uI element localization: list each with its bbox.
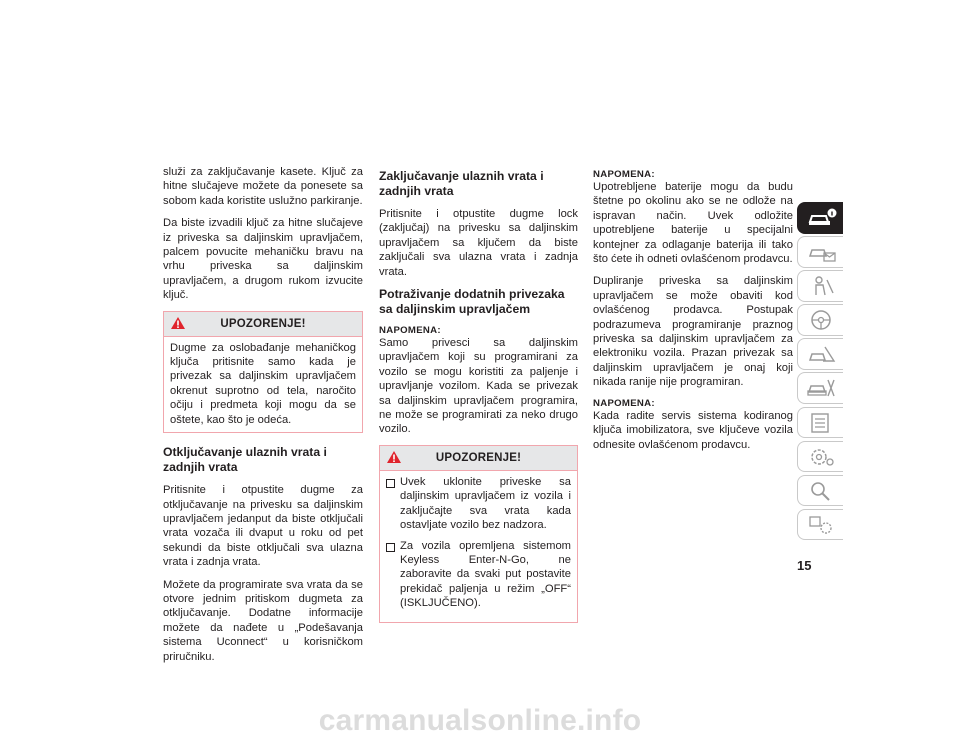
section-heading: Potraživanje dodatnih privezaka sa daljinskim upravljačem [379, 287, 565, 317]
note-label: NAPOMENA: [379, 325, 441, 337]
checkbox-bullet-icon [386, 479, 395, 488]
chapter-tabs [797, 202, 843, 543]
paragraph: Možete da programirate sva vrata da se otvore jednim pritiskom dugmeta za otključavanje. Dodatne informacije možete da nađete u „Podešavanja sistema Uconnect“ u korisničkom priručniku. [163, 578, 363, 663]
warning-box [379, 445, 578, 623]
column-right [593, 165, 793, 460]
tab-gear-car[interactable] [797, 441, 843, 473]
car-crash-icon [807, 343, 837, 365]
tab-magnifier[interactable] [797, 475, 843, 507]
paragraph: Pritisnite i otpustite dugme za otključavanje na privesku sa daljinskim upravljačem jedanput da biste otključali vrata vozača ili dvaput u roku od pet sekundi da biste otključali sva ulazna vrata i zadnja vrata. [163, 484, 363, 569]
watermark: carmanualsonline.info [318, 704, 642, 737]
warning-list [386, 475, 571, 611]
tab-car-service[interactable] [797, 372, 843, 404]
warning-text: Dugme za oslobađanje mehaničkog ključa pritisnite samo kada je privezak sa daljinskim upravljačem okrenut suprotno od tela, naročito očiju i predmeta koji mogu da se oštete, kao što je odeća. [170, 341, 356, 426]
checklist-icon [807, 412, 837, 434]
section-heading: Otključavanje ulaznih vrata i zadnjih vrata [163, 445, 327, 475]
tab-seat-safety[interactable] [797, 270, 843, 302]
section-heading: Zaključavanje ulaznih vrata i zadnjih vrata [379, 169, 544, 198]
checkbox-bullet-icon [386, 543, 395, 552]
warning-title: UPOZORENJE! [220, 317, 306, 330]
paragraph: služi za zaključavanje kasete. Ključ za hitne slučajeve možete da ponesete sa sobom kada koristite uslužno parkiranje. [163, 166, 363, 207]
warning-header [380, 446, 577, 471]
note-text: Samo privesci sa daljinskim upravljačem koji su programirani za vozilo se mogu koristiti za paljenje i upravljanje vozilom. Kada se privezak sa daljinskim upravljačem programira, ne može se programirati za neko drugo vozilo. [379, 337, 578, 436]
tab-car-info[interactable] [797, 202, 843, 234]
tab-steering-wheel[interactable] [797, 304, 843, 336]
car-info-icon [807, 207, 837, 229]
warning-list-item: Za vozila opremljena sistemom Keyless Enter-N-Go, ne zaboravite da svaki put postavite prekidač paljenja u režim „OFF“ (ISKLJUČENO). [386, 539, 571, 611]
gear-car-icon [807, 446, 837, 468]
warning-list-item: Uvek uklonite priveske sa daljinskim upravljačem iz vozila i zaključajte sva vrata kada ostavljate vozilo bez nadzora. [386, 475, 571, 533]
car-service-icon [807, 377, 837, 399]
warning-box [163, 311, 363, 433]
tab-checklist[interactable] [797, 407, 843, 439]
column-middle [379, 165, 578, 635]
paragraph: Da biste izvadili ključ za hitne slučajeve iz priveska sa daljinskim upravljačem, palcem povucite mehaničku bravu na vrhu priveska sa daljinskim upravljačem, a drugom rukom izvucite ključ. [163, 217, 363, 302]
warning-header [164, 312, 362, 337]
page-number: 15 [797, 558, 812, 573]
seat-safety-icon [807, 275, 837, 297]
paragraph: Pritisnite i otpustite dugme lock (zaključaj) na privesku sa daljinskim upravljačem sa ključem da biste zaključali sva ulazna vrata i zadnja vrata. [379, 208, 578, 278]
paragraph: Dupliranje priveska sa daljinskim upravljačem se može obaviti kod ovlašćenog prodavca. Postupak podrazumeva programiranje praznog priveska sa daljinskim upravljačem za elektroniku vozila. Prazan privezak sa daljinskim upravljačem je onaj koji nikada ranije nije programiran. [593, 275, 793, 389]
note-text: Kada radite servis sistema kodiranog ključa imobilizatora, sve ključeve vozila odnesite ovlašćenom prodavcu. [593, 409, 793, 451]
steering-wheel-icon [807, 309, 837, 331]
tab-car-message[interactable] [797, 236, 843, 268]
magnifier-icon [807, 480, 837, 502]
language-settings-icon [807, 514, 837, 536]
warning-title: UPOZORENJE! [435, 451, 522, 464]
tab-car-crash[interactable] [797, 338, 843, 370]
note-label: NAPOMENA: [593, 169, 655, 180]
tab-language-settings[interactable] [797, 509, 843, 541]
note-text: Upotrebljene baterije mogu da budu štetne po okolinu ako se ne odlože na ispravan način. Uvek odložite upotrebljene baterije u specijalni kontejner za odlaganje baterija ili tako što ćete ih odneti ovlašćenom prodavcu. [593, 181, 793, 266]
column-left [163, 165, 363, 672]
car-message-icon [807, 241, 837, 263]
note-label: NAPOMENA: [593, 397, 655, 409]
